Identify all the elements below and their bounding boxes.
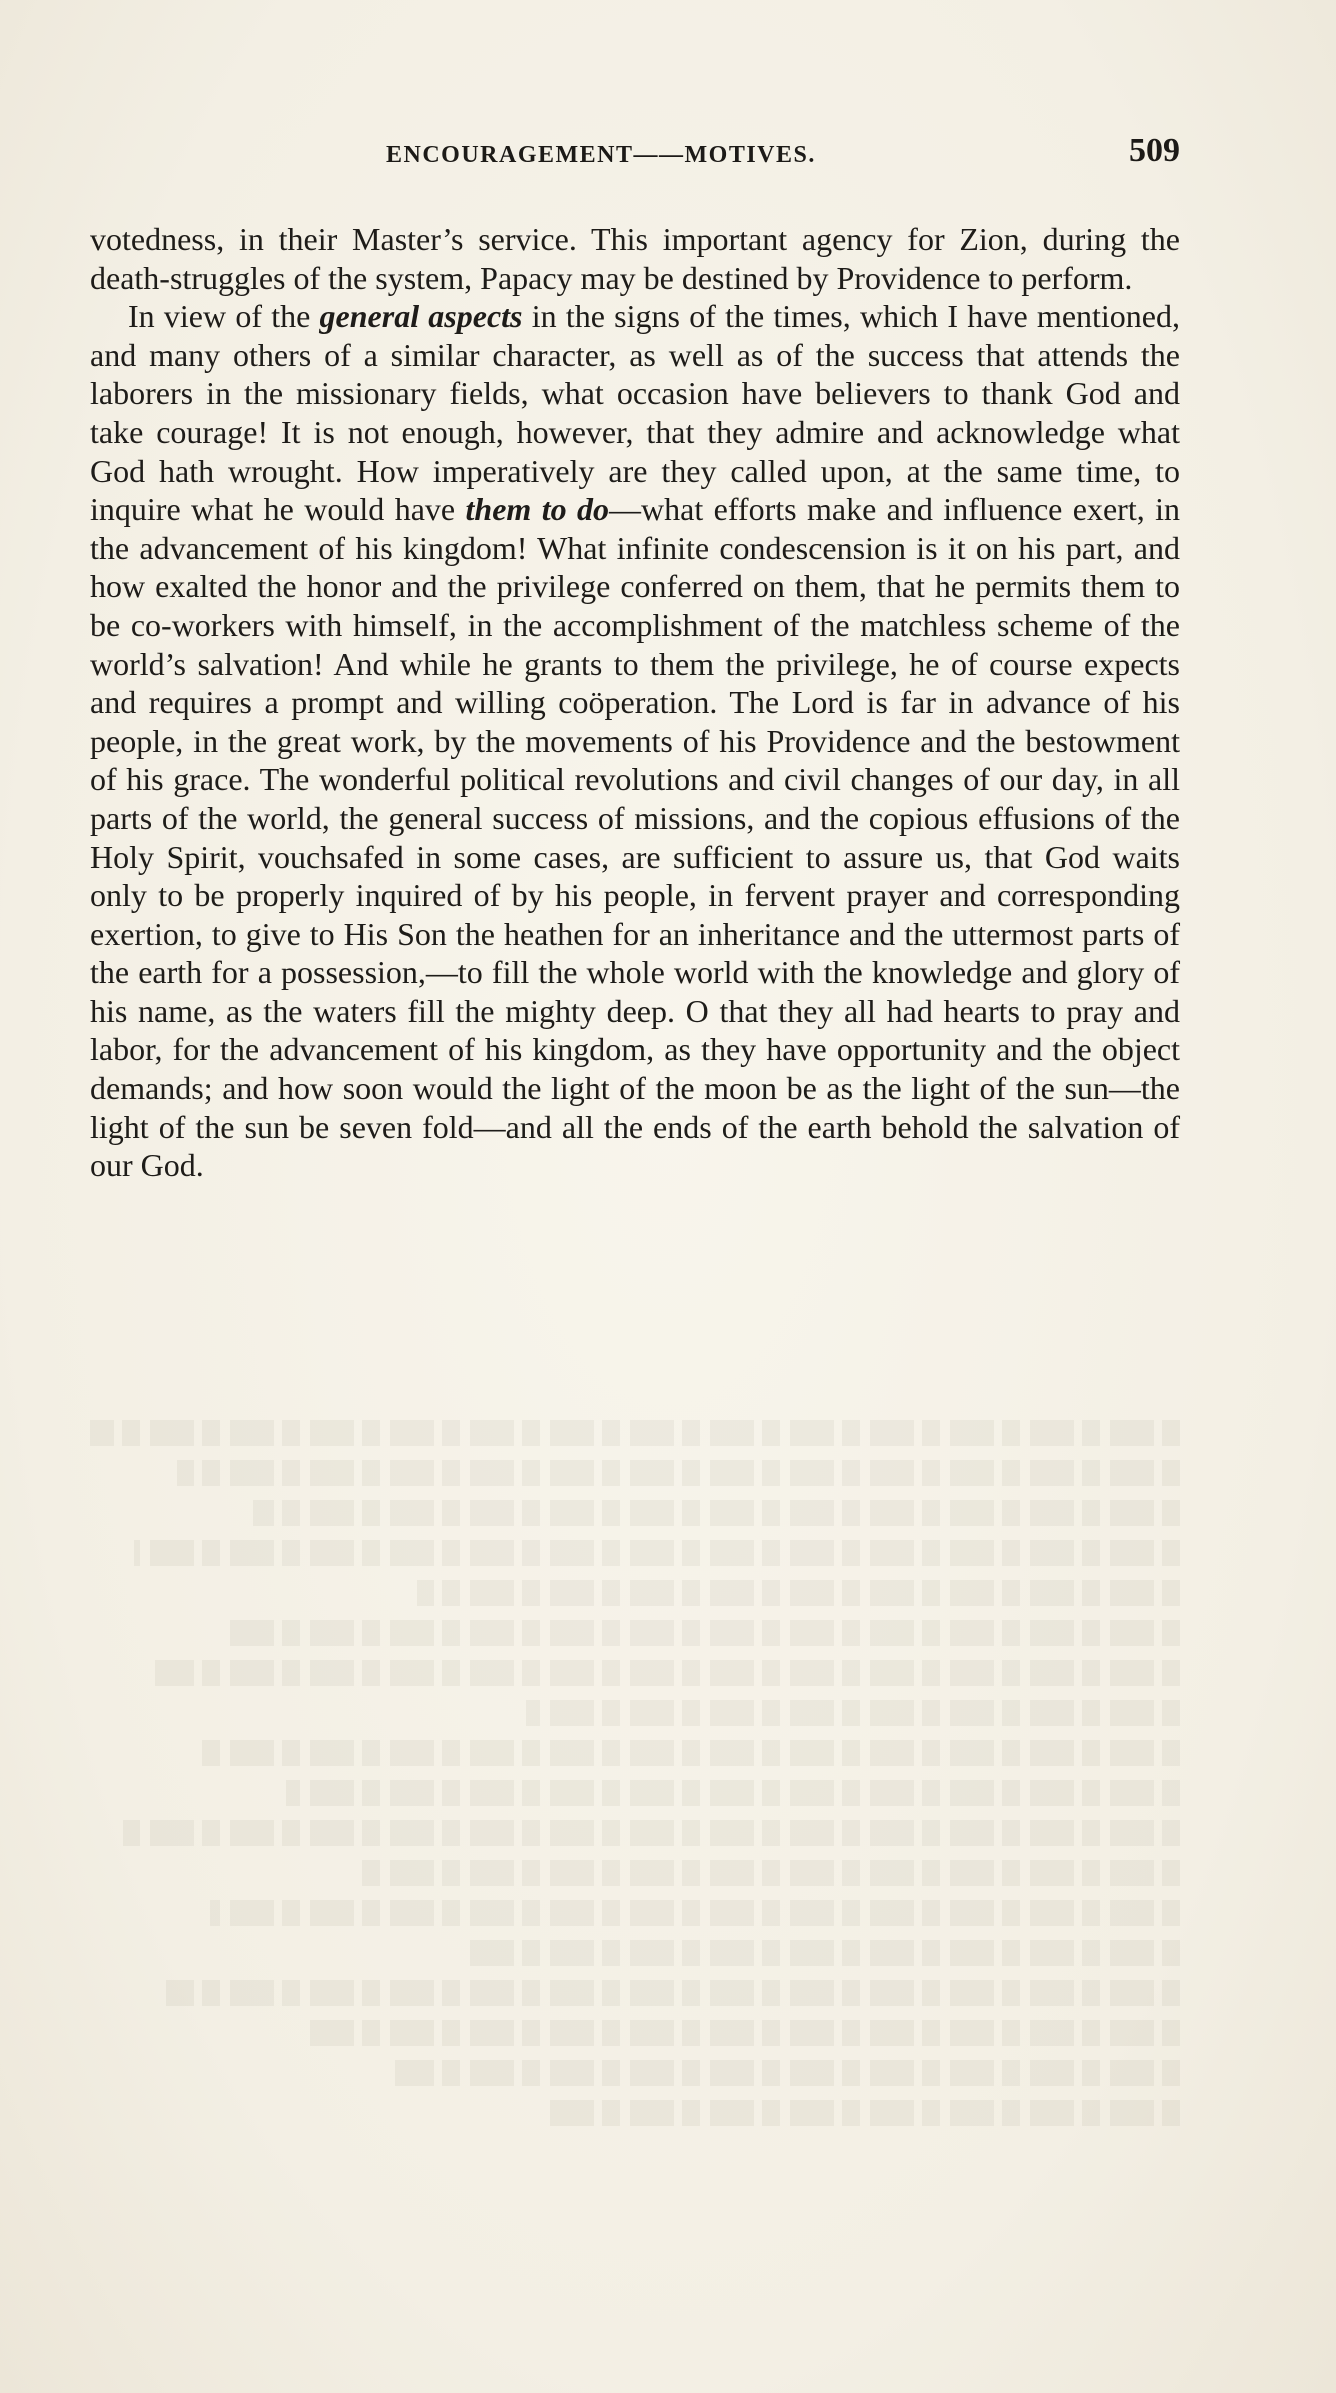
paragraph-continuation: [90, 220, 1180, 297]
italic-phrase: them to do: [465, 491, 610, 528]
paragraph: [90, 297, 1180, 1185]
running-title: ENCOURAGEMENT——MOTIVES.: [386, 142, 816, 168]
show-through-texture: [90, 1420, 1180, 2260]
bleed-line: [177, 1460, 1180, 1486]
bleed-line: [395, 2060, 1180, 2086]
bleed-line: [308, 2020, 1180, 2046]
paragraph-text: —what efforts make and influence exert, in the advancement of his kingdom! What infinite condescension is it on his part, and how exalted the honor and the privilege conferred on them, that he permits them to be co-workers with himself, in the accomplishment of the matchless scheme of the world’s salvation! And while he grants to them the privilege, he of course expects and requires a prompt and willing coöperation. The Lord is far in advance of his people, in the great work, by the movements of his Providence and the bestowment of his grace. The wonderful political revolutions and civil changes of our day, in all parts of the world, the general success of missions, and the copious effusions of the Holy Spirit, vouchsafed in some cases, are sufficient to assure us, that God waits only to be properly inquired of by his people, in fervent prayer and corresponding exertion, to give to His Son the heathen for an inheritance and the uttermost parts of the earth for a possession,—to fill the whole world with the knowledge and glory of his name, as the waters fill the mighty deep. O that they all had hearts to pray and labor, for the advancement of his kingdom, as they have opportunity and the object demands; and how soon would the light of the moon be as the light of the sun—the light of the sun be seven fold—and all the ends of the earth behold the salvation of our God.: [90, 491, 1181, 1184]
bleed-line: [155, 1660, 1180, 1686]
italic-phrase: general aspects: [319, 298, 523, 335]
bleed-line: [417, 1580, 1180, 1606]
bleed-line: [210, 1900, 1180, 1926]
bleed-line: [526, 1700, 1180, 1726]
bleed-line: [90, 1420, 1180, 1446]
bleed-line: [134, 1540, 1180, 1566]
bleed-line: [363, 1860, 1181, 1886]
bleed-line: [166, 1980, 1180, 2006]
paragraph-text: In view of the: [128, 298, 320, 335]
bleed-line: [221, 1620, 1180, 1646]
bleed-line: [548, 2100, 1180, 2126]
page-number: 509: [1129, 132, 1180, 169]
paragraph-text: in the signs of the times, which I have mentioned, and many others of a similar character, as well as of the success that attends the laborers in the missionary fields, what occasion have believers to thank God and take courage! It is not enough, however, that they admire and acknowledge what God hath wrought. How imperatively are they called upon, at the same time, to inquire what he would have: [90, 298, 1181, 528]
body-text: [90, 220, 1180, 1185]
page-header: [90, 132, 1180, 180]
bleed-line: [286, 1780, 1180, 1806]
paragraph-text: votedness, in their Master’s service. This important agency for Zion, during the death-struggles of the system, Papacy may be destined by Providence to perform.: [90, 221, 1180, 296]
bleed-line: [461, 1940, 1180, 1966]
bleed-line: [199, 1740, 1180, 1766]
bleed-line: [254, 1500, 1181, 1526]
bleed-line: [123, 1820, 1180, 1846]
